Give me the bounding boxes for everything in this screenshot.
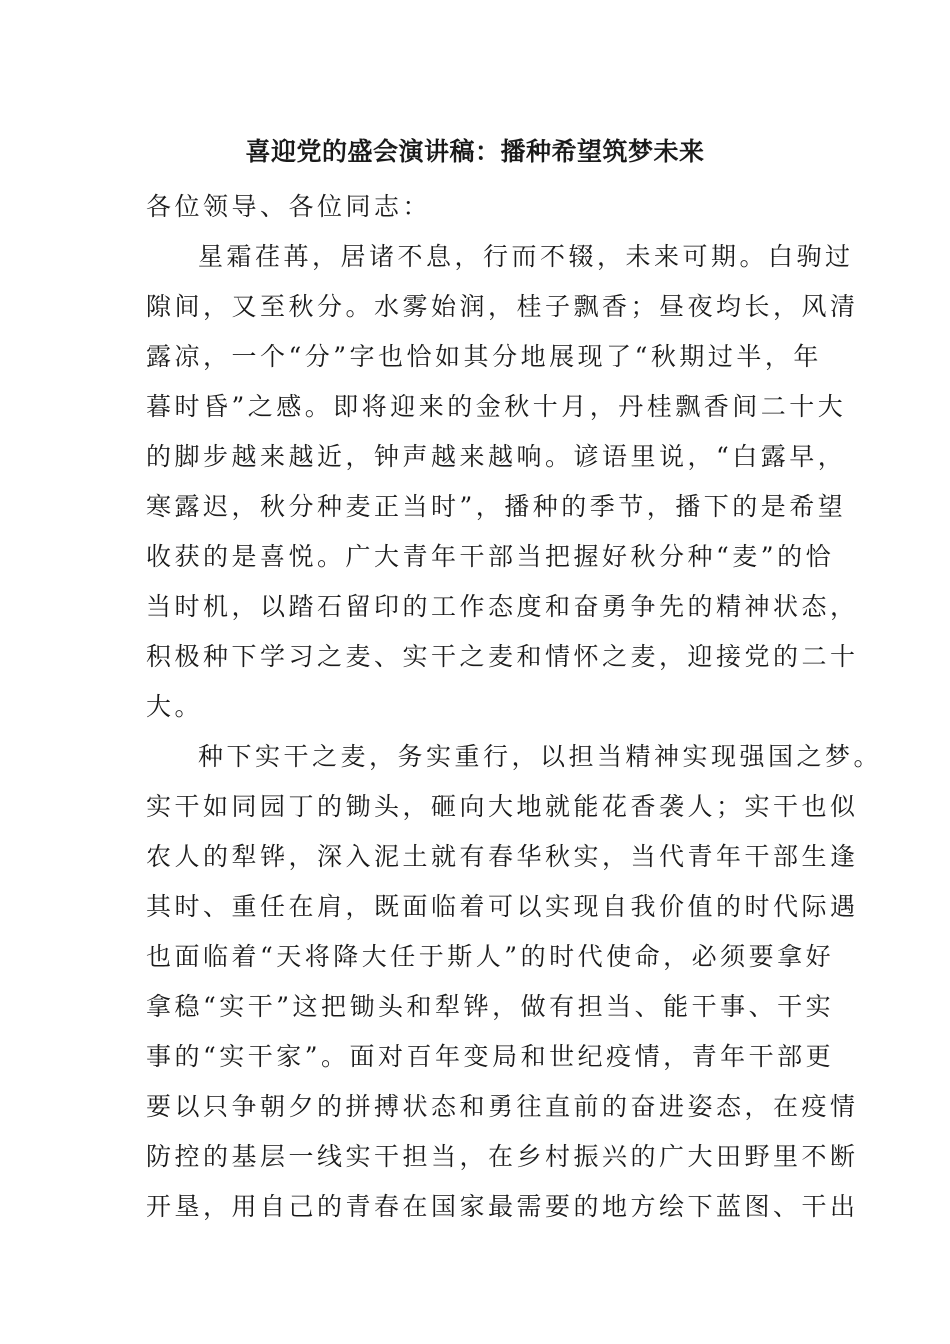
paragraph-line: 寒露迟，秋分种麦正当时”，播种的季节，播下的是希望 — [146, 492, 847, 521]
paragraph-line: 暮时昏”之感。即将迎来的金秋十月，丹桂飘香间二十大 — [146, 392, 847, 421]
document-body — [146, 182, 883, 1232]
paragraph-line: 积极种下学习之麦、实干之麦和情怀之麦，迎接党的二十 — [146, 642, 859, 671]
paragraph-line: 要以只争朝夕的拼搏状态和勇往直前的奋进姿态，在疫情 — [146, 1092, 859, 1121]
paragraph-line: 实干如同园丁的锄头，砸向大地就能花香袭人；实干也似 — [146, 792, 859, 821]
paragraph-line: 拿稳“实干”这把锄头和犁铧，做有担当、能干事、干实 — [146, 992, 835, 1021]
paragraph-line: 露凉，一个“分”字也恰如其分地展现了“秋期过半，年 — [146, 342, 822, 371]
paragraph-line: 种下实干之麦，务实重行，以担当精神实现强国之梦。 — [198, 742, 883, 771]
paragraph-line: 的脚步越来越近，钟声越来越响。谚语里说，“白露早， — [146, 442, 847, 471]
paragraph-line: 大。 — [146, 692, 204, 721]
paragraph-line: 隙间，又至秋分。水雾始润，桂子飘香；昼夜均长，风清 — [146, 292, 859, 321]
paragraph-line: 其时、重任在肩，既面临着可以实现自我价值的时代际遇 — [146, 892, 859, 921]
paragraph-line: 当时机，以踏石留印的工作态度和奋勇争先的精神状态， — [146, 592, 859, 621]
paragraph-line: 收获的是喜悦。广大青年干部当把握好秋分种“麦”的恰 — [146, 542, 835, 571]
paragraph-line: 事的“实干家”。面对百年变局和世纪疫情，青年干部更 — [146, 1042, 835, 1071]
greeting-line: 各位领导、各位同志： — [146, 192, 432, 221]
paragraph-line: 农人的犁铧，深入泥土就有春华秋实，当代青年干部生逢 — [146, 842, 859, 871]
paragraph-line: 星霜荏苒，居诸不息，行而不辍，未来可期。白驹过 — [198, 242, 854, 271]
paragraph-line: 防控的基层一线实干担当，在乡村振兴的广大田野里不断 — [146, 1142, 859, 1171]
document-title: 喜迎党的盛会演讲稿：播种希望筑梦未来 — [245, 137, 705, 166]
paragraph-2 — [146, 732, 883, 1232]
paragraph-line: 也面临着“天将降大任于斯人”的时代使命，必须要拿好 — [146, 942, 835, 971]
paragraph-1 — [146, 232, 859, 732]
paragraph-line: 开垦，用自己的青春在国家最需要的地方绘下蓝图、干出 — [146, 1192, 859, 1221]
